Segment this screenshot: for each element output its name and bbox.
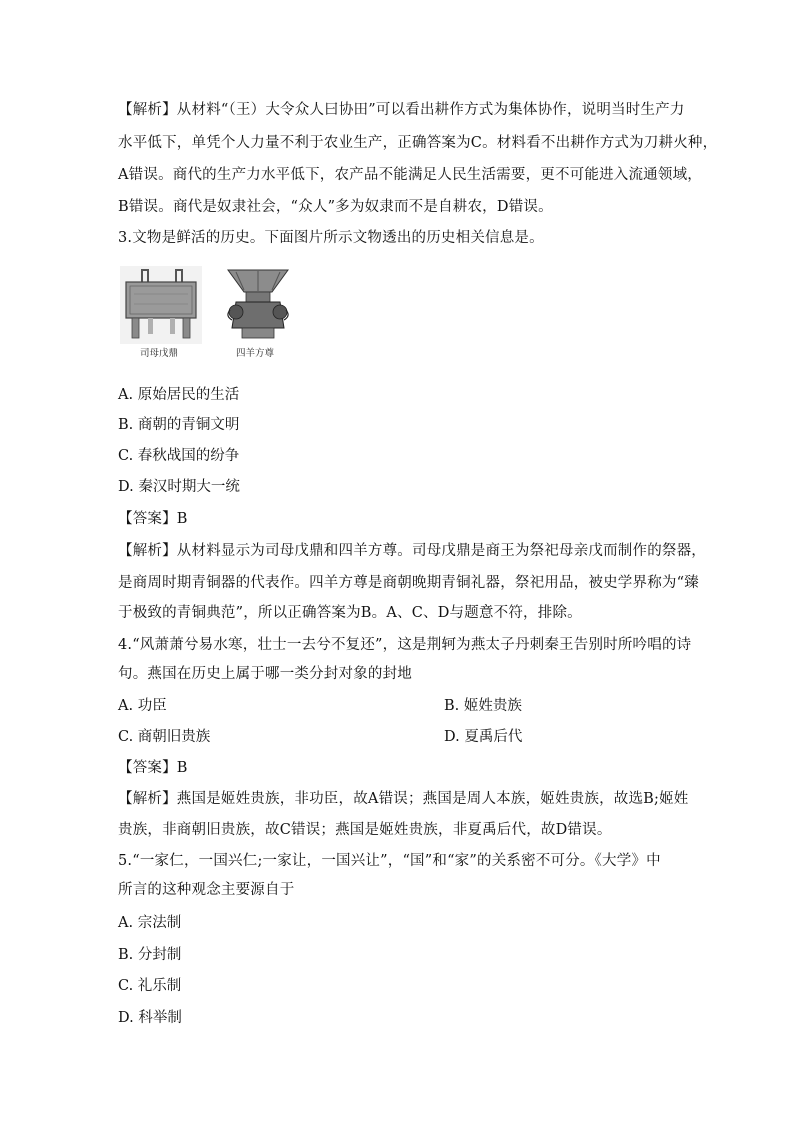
q3-analysis-line-2: 是商周时期青铜器的代表作。四羊方尊是商朝晚期青铜礼器，祭祀用品，被史学界称为“臻 — [118, 575, 699, 591]
q3-option-c: C. 春秋战国的纷争 — [118, 448, 240, 464]
q5-stem-line-1: 5.“一家仁，一国兴仁;一家让，一国兴让”，“国”和“家”的关系密不可分。《大学》中 — [118, 853, 661, 869]
q4-analysis-line-2: 贵族，非商朝旧贵族，故C错误；燕国是姬姓贵族，非夏禹后代，故D错误。 — [118, 822, 612, 838]
q4-option-d: D. 夏禹后代 — [444, 729, 523, 745]
q3-analysis-line-1: 【解析】从材料显示为司母戊鼎和四羊方尊。司母戊鼎是商王为祭祀母亲戊而制作的祭器， — [118, 543, 706, 559]
caption-simuwu-ding: 司母戊鼎 — [140, 348, 179, 359]
q3-stem: 3.文物是鲜活的历史。下面图片所示文物透出的历史相关信息是。 — [118, 230, 544, 246]
artifact-figure — [118, 266, 298, 366]
q5-option-b: B. 分封制 — [118, 947, 182, 963]
q3-option-a: A. 原始居民的生活 — [118, 387, 240, 403]
q2-analysis-line-4: B错误。商代是奴隶社会，“众人”多为奴隶而不是自耕农，D错误。 — [118, 199, 553, 215]
q5-option-a: A. 宗法制 — [118, 915, 182, 931]
four-ram-zun-image — [222, 266, 294, 344]
q4-option-a: A. 功臣 — [118, 698, 167, 714]
q3-answer: 【答案】B — [118, 511, 188, 527]
q4-analysis-line-1: 【解析】燕国是姬姓贵族，非功臣，故A错误；燕国是周人本族，姬姓贵族，故选B;姬姓 — [118, 791, 689, 807]
q3-analysis-line-3: 于极致的青铜典范”，所以正确答案为B。A、C、D与题意不符，排除。 — [118, 605, 582, 621]
q3-option-d: D. 秦汉时期大一统 — [118, 479, 240, 495]
q4-option-c: C. 商朝旧贵族 — [118, 729, 211, 745]
q5-stem-line-2: 所言的这种观念主要源自于 — [118, 882, 295, 898]
q4-option-b: B. 姬姓贵族 — [444, 698, 522, 714]
q2-analysis-line-3: A错误。商代的生产力水平低下，农产品不能满足人民生活需要，更不可能进入流通领域， — [118, 167, 702, 183]
q5-option-d: D. 科举制 — [118, 1010, 182, 1026]
q2-analysis-line-2: 水平低下，单凭个人力量不利于农业生产，正确答案为C。材料看不出耕作方式为刀耕火种， — [118, 135, 718, 151]
q4-stem-line-1: 4.“风萧萧兮易水寒，壮士一去兮不复还”，这是荆轲为燕太子丹刺秦王告别时所吟唱的诗 — [118, 637, 692, 653]
q3-option-b: B. 商朝的青铜文明 — [118, 417, 240, 433]
q4-stem-line-2: 句。燕国在历史上属于哪一类分封对象的封地 — [118, 666, 412, 682]
caption-four-ram-zun: 四羊方尊 — [236, 348, 275, 359]
q4-answer: 【答案】B — [118, 760, 188, 776]
q2-analysis-line-1: 【解析】从材料“（王）大令众人曰协田”可以看出耕作方式为集体协作，说明当时生产力 — [118, 102, 685, 118]
q5-option-c: C. 礼乐制 — [118, 978, 182, 994]
simuwu-ding-image — [120, 266, 202, 344]
